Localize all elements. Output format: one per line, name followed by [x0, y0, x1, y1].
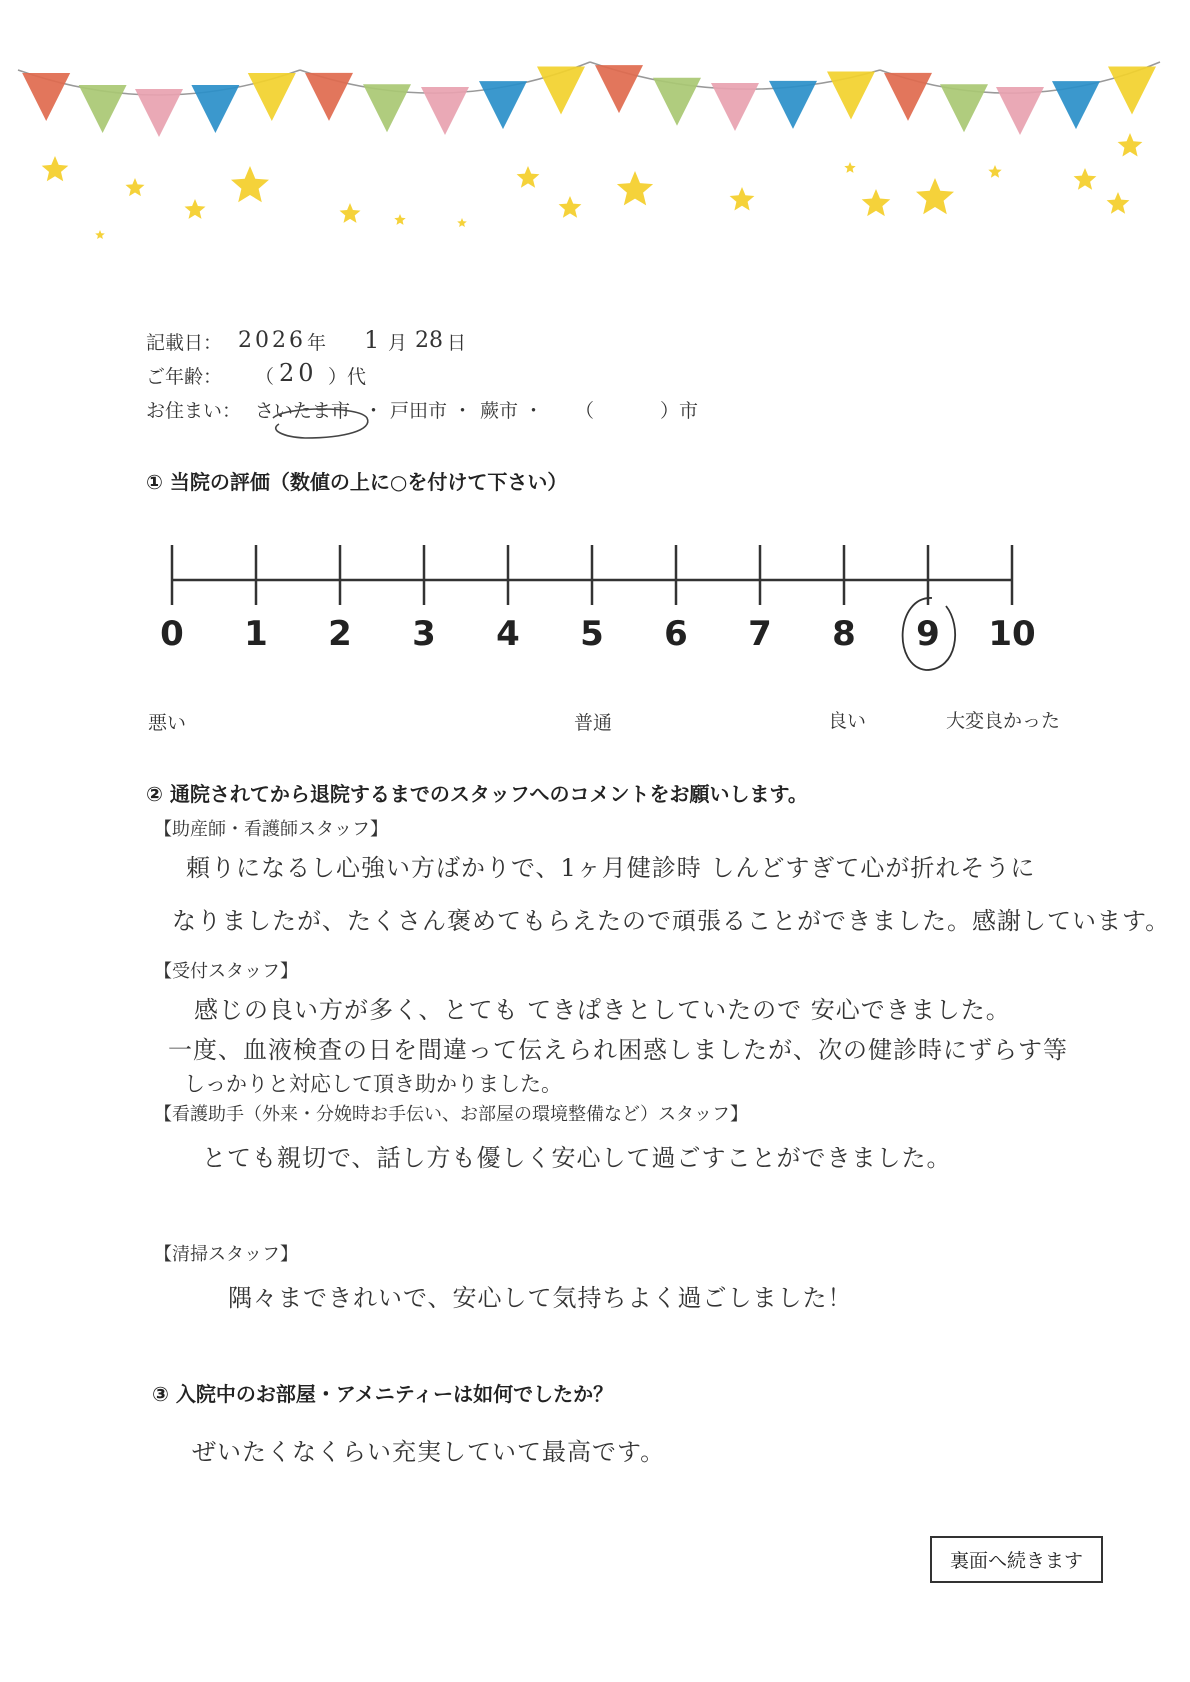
section3-comment-line1: ぜいたくなくらい充実していて最高です。 [192, 1438, 666, 1466]
scale-number-9[interactable]: 9 [916, 614, 940, 654]
scale-number-2[interactable]: 2 [328, 614, 352, 654]
nurse-comment-line2: なりましたが、たくさん褒めてもらえたので頑張ることができました。感謝しています。 [172, 907, 1171, 935]
city-separator-2: ・ [453, 400, 473, 422]
reception-comment-line3: しっかりと対応して頂き助かりました。 [184, 1072, 562, 1096]
bunting-flag [769, 81, 817, 129]
date-year-value: 2026 [238, 328, 306, 353]
month-unit: 月 [388, 332, 408, 354]
decorative-star-icon [1074, 168, 1097, 190]
bunting-flag [827, 71, 875, 119]
bunting-flag [996, 87, 1044, 135]
date-label: 記載日： [146, 332, 223, 354]
bunting-flag [79, 85, 127, 133]
cleaning-comment-line1: 隅々まできれいで、安心して気持ちよく過ごしました！ [228, 1284, 853, 1312]
age-value: 20 [279, 359, 318, 387]
decorative-star-icon [988, 165, 1001, 178]
decorative-star-icon [42, 156, 69, 181]
scale-number-1[interactable]: 1 [244, 614, 268, 654]
year-unit: 年 [307, 332, 327, 354]
bunting-flag [421, 87, 469, 135]
rating-scale [140, 535, 1040, 675]
age-label: ご年齢： [146, 366, 223, 388]
scale-number-7[interactable]: 7 [748, 614, 772, 654]
assistant-staff-heading: 【看護助手（外来・分娩時お手伝い、お部屋の環境整備など）スタッフ】 [154, 1104, 748, 1125]
decorative-star-icon [617, 171, 653, 205]
scale-number-5[interactable]: 5 [580, 614, 604, 654]
scale-number-4[interactable]: 4 [496, 614, 520, 654]
address-label: お住まい： [146, 400, 242, 422]
bunting-flag [537, 67, 585, 115]
decorative-star-icon [1118, 133, 1143, 157]
bunting-flag [1108, 67, 1156, 115]
city-option-saitama: さいたま市 [255, 400, 351, 422]
bunting-flag [884, 73, 932, 121]
bunting-flag [248, 73, 296, 121]
nurse-staff-heading: 【助産師・看護師スタッフ】 [154, 819, 388, 840]
decorative-star-icon [126, 178, 145, 196]
decorative-star-icon [457, 218, 467, 227]
age-close-paren: ）代 [328, 366, 367, 388]
cleaning-staff-heading: 【清掃スタッフ】 [154, 1244, 298, 1265]
section2-title: ② 通院されてから退院するまでのスタッフへのコメントをお願いします。 [146, 782, 808, 806]
decorative-star-icon [916, 178, 954, 214]
decorative-star-icon [862, 189, 891, 216]
decorative-star-icon [394, 214, 405, 225]
city-separator-1: ・ [364, 400, 384, 422]
date-day-value: 28 [415, 328, 443, 353]
section1-title: ① 当院の評価（数値の上に○を付けて下さい） [146, 470, 568, 494]
section3-title: ③ 入院中のお部屋・アメニティーは如何でしたか？ [152, 1382, 614, 1406]
scale-number-3[interactable]: 3 [412, 614, 436, 654]
scale-number-6[interactable]: 6 [664, 614, 688, 654]
scale-number-0[interactable]: 0 [160, 614, 184, 654]
reception-staff-heading: 【受付スタッフ】 [154, 961, 298, 982]
nurse-comment-line1: 頼りになるし心強い方ばかりで、1ヶ月健診時 しんどすぎて心が折れそうに [186, 854, 1036, 882]
city-separator-3: ・ [524, 400, 544, 422]
other-city-close-paren: ）市 [660, 400, 699, 422]
decorative-star-icon [231, 166, 269, 202]
bunting-flag [363, 84, 411, 132]
age-open-paren: （ [255, 366, 275, 388]
city-option-warabi: 蕨市 [480, 400, 519, 422]
decorative-star-icon [844, 162, 855, 173]
decorative-star-icon [730, 187, 755, 211]
decorative-star-icon [185, 199, 206, 219]
decorative-star-icon [95, 230, 105, 239]
scale-number-10[interactable]: 10 [988, 614, 1036, 654]
other-city-open-paren: （ [575, 400, 595, 422]
scale-label-good: 良い [828, 710, 867, 732]
scale-label-normal: 普通 [574, 712, 613, 734]
bunting-flag [135, 89, 183, 137]
decorative-star-icon [1107, 192, 1130, 214]
scale-label-bad: 悪い [148, 712, 187, 734]
bunting-flag [595, 65, 643, 113]
reception-comment-line1: 感じの良い方が多く、とても てきぱきとしていたので 安心できました。 [194, 996, 1011, 1024]
bunting-flag [653, 78, 701, 126]
bunting-flag [711, 83, 759, 131]
date-month-value: 1 [364, 326, 380, 354]
reception-comment-line2: 一度、血液検査の日を間違って伝えられ困惑しましたが、次の健診時にずらす等 [168, 1036, 1068, 1064]
bunting-flag [1052, 81, 1100, 129]
continue-on-back-box: 裏面へ続きます [930, 1536, 1103, 1583]
day-unit: 日 [447, 332, 467, 354]
scale-number-8[interactable]: 8 [832, 614, 856, 654]
bunting-flag [191, 85, 239, 133]
decorative-star-icon [517, 166, 540, 188]
bunting-flag [305, 73, 353, 121]
selected-city-circle [265, 404, 375, 444]
scale-label-very-good: 大変良かった [946, 710, 1061, 732]
bunting-flag [479, 81, 527, 129]
bunting-flag [22, 73, 70, 121]
bunting-banner [0, 0, 1190, 240]
city-option-toda: 戸田市 [390, 400, 448, 422]
assistant-comment-line1: とても親切で、話し方も優しく安心して過ごすことができました。 [202, 1144, 952, 1172]
decorative-star-icon [340, 203, 361, 223]
decorative-star-icon [559, 196, 582, 218]
bunting-flag [940, 84, 988, 132]
